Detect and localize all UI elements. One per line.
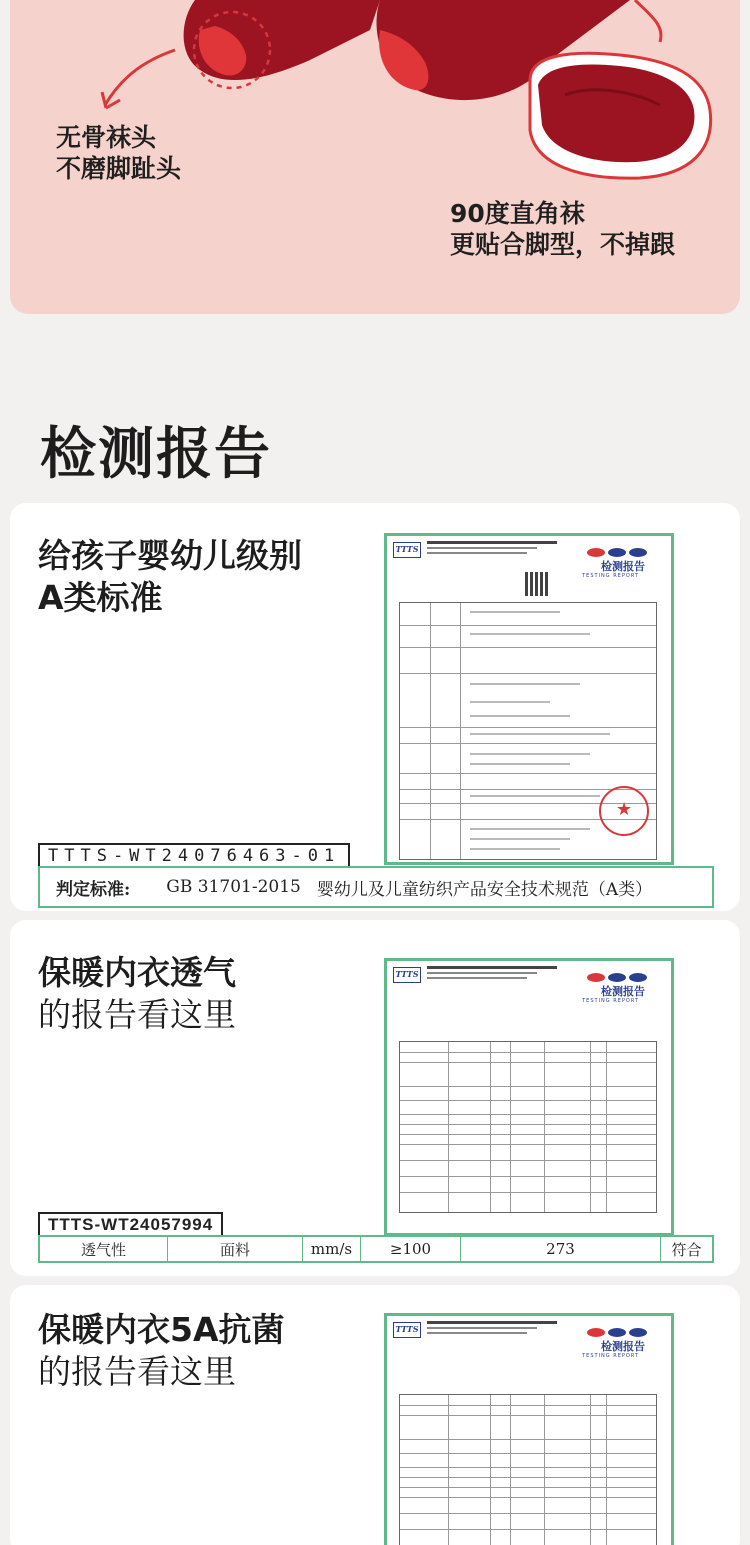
card-title-line-2: A类标准: [38, 578, 163, 617]
certification-badges: [587, 967, 653, 977]
report-code-box: TTTS-WT24076463-01: [38, 843, 350, 869]
standard-label: 判定标准:: [56, 879, 131, 900]
report-code-box: TTTS-WT24057994: [38, 1212, 223, 1238]
standard-bar: [38, 866, 714, 908]
ttts-logo: TTTS: [393, 967, 421, 983]
certification-badges: [587, 1322, 653, 1332]
card-title: [38, 1309, 285, 1393]
heel-feature-line-2: 更贴合脚型，不掉跟: [450, 230, 676, 259]
section-title: 检测报告: [40, 422, 272, 487]
ttts-logo: TTTS: [393, 542, 421, 558]
heel-feature-line-1: 90度直角袜: [450, 199, 585, 228]
qr-code-icon: [525, 572, 549, 596]
report-card-breathable: [10, 920, 740, 1276]
report-card-infant: [10, 503, 740, 911]
card-title-line-2: 的报告看这里: [38, 995, 236, 1034]
report-heading: 检测报告: [601, 1340, 645, 1353]
card-title-line-1: 给孩子婴幼儿级别: [38, 536, 302, 575]
report-heading-sub: TESTING REPORT: [582, 998, 639, 1004]
report-heading-sub: TESTING REPORT: [582, 573, 639, 579]
report-table: [399, 1041, 657, 1213]
sock-feature-banner: [10, 0, 740, 314]
card-title-line-1: 保暖内衣5A抗菌: [38, 1310, 285, 1349]
toe-feature-label: [56, 122, 181, 184]
metric-row: [38, 1235, 714, 1263]
metric-material: 面料: [168, 1237, 303, 1261]
red-stamp-icon: [599, 786, 649, 836]
toe-feature-line-1: 无骨袜头: [56, 123, 157, 152]
card-title: [38, 952, 236, 1036]
report-card-antibacterial: [10, 1285, 740, 1545]
report-heading: 检测报告: [601, 985, 645, 998]
metric-verdict: 符合: [671, 1240, 702, 1259]
certification-badges: [587, 542, 653, 552]
report-heading-sub: TESTING REPORT: [582, 1353, 639, 1359]
toe-feature-line-2: 不磨脚趾头: [56, 154, 182, 183]
card-title-line-2: 的报告看这里: [38, 1352, 236, 1391]
ttts-logo: TTTS: [393, 1322, 421, 1338]
report-table: [399, 1394, 657, 1545]
report-document-image[interactable]: [384, 1313, 674, 1545]
metric-result: 273: [461, 1237, 661, 1261]
report-document-image[interactable]: [384, 958, 674, 1236]
metric-requirement: ≥100: [361, 1237, 461, 1261]
metric-item: 透气性: [40, 1237, 168, 1261]
report-document-image[interactable]: [384, 533, 674, 865]
metric-unit: mm/s: [303, 1237, 361, 1261]
heel-feature-label: [450, 198, 675, 260]
card-title: [38, 535, 302, 619]
card-title-line-1: 保暖内衣透气: [38, 953, 236, 992]
report-heading: 检测报告: [601, 560, 645, 573]
standard-code: GB 31701-2015: [166, 877, 301, 897]
standard-text: 婴幼儿及儿童纺织产品安全技术规范（A类）: [316, 879, 653, 900]
